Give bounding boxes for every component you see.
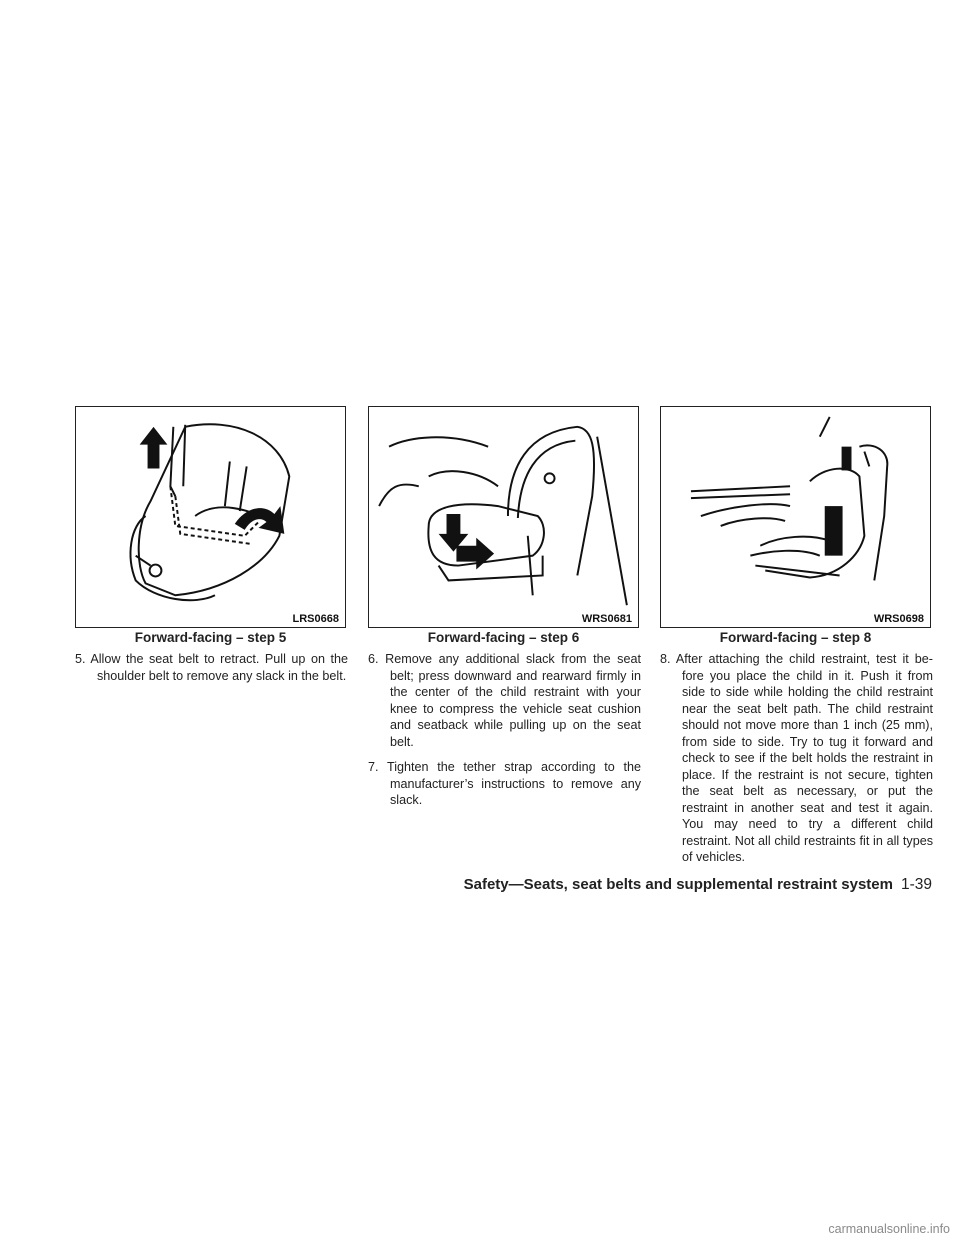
figure-step-5 bbox=[75, 406, 346, 628]
step-7-text: 7. Tighten the tether strap according to the manufacturer’s instructions to remove any slack. bbox=[368, 760, 641, 807]
child-seat-belt-retract-illustration bbox=[76, 407, 345, 627]
figure-code: LRS0668 bbox=[292, 613, 339, 625]
figure-step-8 bbox=[660, 406, 931, 628]
page-number: 1-39 bbox=[900, 876, 932, 893]
watermark: carmanualsonline.info bbox=[828, 1222, 950, 1236]
page-footer bbox=[464, 876, 932, 894]
step-column-3 bbox=[660, 651, 933, 875]
step-5-text: 5. Allow the seat belt to retract. Pull up on the shoulder belt to remove any slack in the belt. bbox=[75, 652, 348, 683]
section-title: Safety—Seats, seat belts and supplemental restraint system bbox=[463, 876, 893, 893]
figure-code: WRS0698 bbox=[873, 613, 924, 625]
figure-caption: Forward-facing – step 8 bbox=[719, 630, 872, 645]
knee-press-child-seat-illustration bbox=[369, 407, 638, 627]
figure-caption: Forward-facing – step 6 bbox=[427, 630, 580, 645]
step-column-2 bbox=[368, 651, 641, 818]
figure-code: WRS0681 bbox=[581, 613, 632, 625]
step-6-text: 6. Remove any additional slack from the seat belt; press downward and rearward firmly in the center of the child restraint with your knee to compress the vehicle seat cushion and seatback while pulling up on the seat belt. bbox=[368, 652, 641, 749]
figure-caption: Forward-facing – step 5 bbox=[134, 630, 287, 645]
test-child-restraint-illustration bbox=[661, 407, 930, 627]
figure-step-6 bbox=[368, 406, 639, 628]
step-column-1 bbox=[75, 651, 348, 693]
step-8-text: 8. After attaching the child restraint, test it be-fore you place the child in it. Push it from side to side while holding the child restraint near the seat belt path. The child restraint should not move more than 1 inch (25 mm), from side to side. Try to tug it forward and check to see if the belt holds the restraint in place. If the restraint is not secure, tighten the seat belt as necessary, or put the restraint in another seat and test it again. You may need to try a different child restraint. Not all child restraints fit in all types of vehicles. bbox=[660, 652, 933, 864]
